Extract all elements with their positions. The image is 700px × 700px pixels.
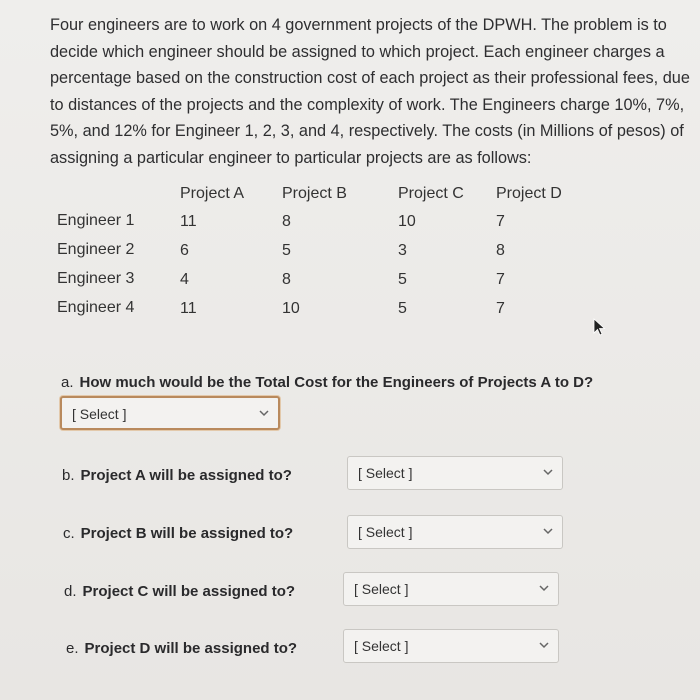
question-prefix: b. [62,467,75,484]
table-cell: 5 [398,271,407,288]
select-value: [ Select ] [358,465,413,481]
table-cell: 10 [398,213,416,230]
question-c [63,525,293,542]
row-label: Engineer 3 [57,270,135,287]
problem-statement: Four engineers are to work on 4 government projects of the DPWH. The problem is to decide which engineer should be assigned to which project. Each engineer charges a percentage based on the construction cost of each project as their professional fees, due to distances of the projects and the complexity of work. The Engineers charge 10%, 7%, 5%, and 12% for Engineer 1, 2, 3, and 4, respectively. The costs (in Millions of pesos) of assigning a particular engineer to particular projects are as follows: [50,16,690,167]
question-text: Project B will be assigned to? [80,525,294,542]
question-b [62,467,292,484]
table-cell: 8 [496,242,505,259]
table-cell: 8 [282,271,291,288]
table-cell: 7 [496,271,505,288]
project-d-select[interactable] [343,629,559,663]
project-a-select[interactable] [347,456,563,490]
row-label: Engineer 2 [57,241,135,258]
table-cell: 5 [282,242,291,259]
table-cell: 5 [398,300,407,317]
question-prefix: d. [64,583,77,600]
question-prefix: c. [63,525,75,542]
chevron-down-icon [542,466,554,478]
table-cell: 8 [282,213,291,230]
row-label: Engineer 1 [57,212,135,229]
table-cell: 4 [180,271,189,288]
question-prefix: e. [66,640,79,657]
table-cell: 11 [180,300,197,317]
project-b-select[interactable] [347,515,563,549]
chevron-down-icon [258,407,270,419]
table-cell: 6 [180,242,189,259]
question-prefix: a. [61,374,74,391]
select-value: [ Select ] [354,638,409,654]
column-header: Project C [398,185,464,202]
total-cost-select[interactable] [60,396,280,430]
table-cell: 3 [398,242,407,259]
column-header: Project D [496,185,562,202]
select-value: [ Select ] [354,581,409,597]
chevron-down-icon [542,525,554,537]
table-cell: 7 [496,213,505,230]
table-cell: 11 [180,213,197,230]
row-label: Engineer 4 [57,299,135,316]
mouse-pointer-icon [592,318,606,336]
question-e [66,640,297,657]
project-c-select[interactable] [343,572,559,606]
question-text: How much would be the Total Cost for the Engineers of Projects A to D? [79,374,594,391]
column-header: Project B [282,185,347,202]
chevron-down-icon [538,582,550,594]
table-cell: 7 [496,300,505,317]
select-value: [ Select ] [72,406,127,422]
chevron-down-icon [538,639,550,651]
question-text: Project D will be assigned to? [84,640,298,657]
question-d [64,583,295,600]
select-value: [ Select ] [358,524,413,540]
question-text: Project A will be assigned to? [80,467,292,484]
question-text: Project C will be assigned to? [82,583,296,600]
column-header: Project A [180,185,245,202]
table-cell: 10 [282,300,300,317]
question-a [61,374,593,391]
